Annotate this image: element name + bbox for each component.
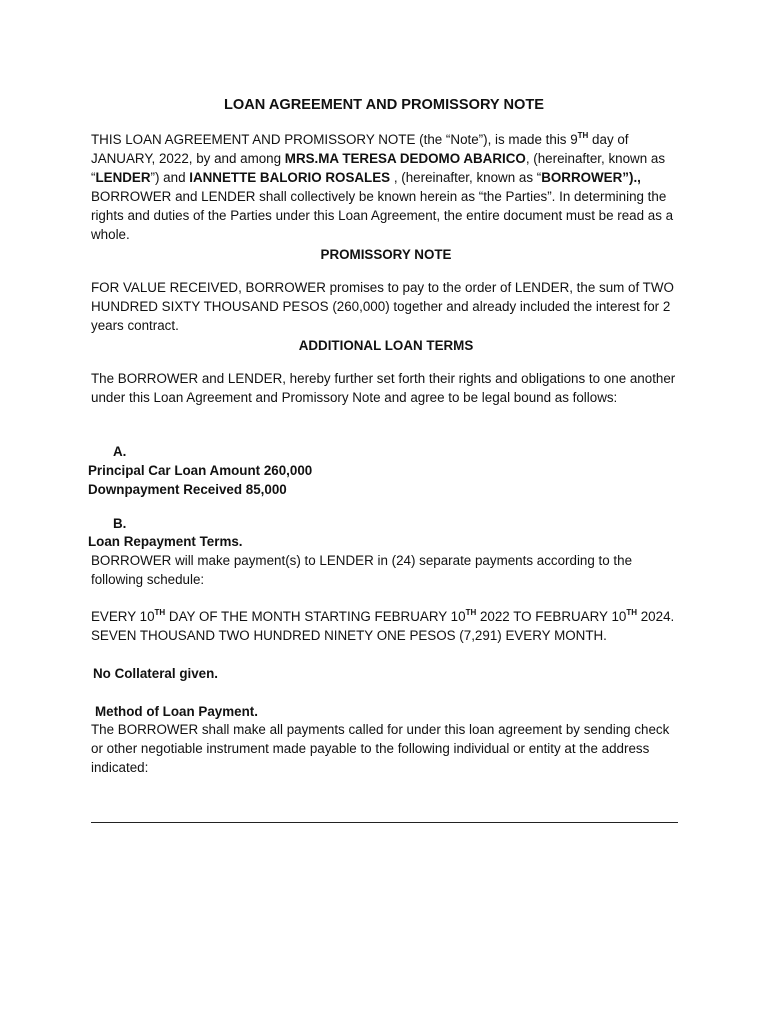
collateral-note: No Collateral given. [93, 666, 219, 681]
lender-name: MRS.MA TERESA DEDOMO ABARICO [284, 151, 526, 166]
payment-schedule-line-2: SEVEN THOUSAND TWO HUNDRED NINETY ONE PESOS (7,291) EVERY MONTH. [91, 628, 607, 643]
intro-text-7: BORROWER and LENDER shall collectively be known herein as “the Parties”. In determining the rights and duties of the Parties under this Loan Agreement, the entire document must be read as a whole. [91, 189, 674, 242]
downpayment-amount: Downpayment Received 85,000 [88, 482, 287, 497]
signature-line [91, 822, 678, 823]
intro-text-5: , (hereinafter, known as “ [390, 170, 542, 185]
promissory-note-paragraph: FOR VALUE RECEIVED, BORROWER promises to pay to the order of LENDER, the sum of TWO HUNDRED SIXTY THOUSAND PESOS (260,000) together and already included the interest for 2 years contract. [91, 280, 674, 333]
promissory-note-heading: PROMISSORY NOTE [320, 247, 452, 262]
payment-method-heading: Method of Loan Payment. [95, 704, 258, 719]
ordinal-suffix: TH [154, 608, 166, 617]
schedule-text-4: 2024. [637, 609, 675, 624]
intro-text-2: day of JANUARY, 2022, by and among [91, 132, 629, 166]
lender-label: LENDER [95, 170, 151, 185]
section-b-label: B. [113, 516, 127, 531]
payment-method-paragraph: The BORROWER shall make all payments called for under this loan agreement by sending check or other negotiable instrument made payable to the following individual or entity at the address indicated: [91, 722, 670, 775]
section-a-label: A. [113, 444, 127, 459]
ordinal-suffix: TH [626, 608, 638, 617]
repayment-terms-heading: Loan Repayment Terms. [88, 534, 243, 549]
schedule-text-3: 2022 TO FEBRUARY 10 [476, 609, 627, 624]
schedule-text-1: EVERY 10 [91, 609, 155, 624]
additional-terms-paragraph: The BORROWER and LENDER, hereby further set forth their rights and obligations to one another under this Loan Agreement and Promissory Note and agree to be legal bound as follows: [91, 371, 676, 405]
document-title: LOAN AGREEMENT AND PROMISSORY NOTE [224, 97, 544, 113]
ordinal-suffix: TH [465, 608, 477, 617]
intro-text-3: , (hereinafter, known as “ [91, 151, 666, 185]
schedule-text-2: DAY OF THE MONTH STARTING FEBRUARY 10 [165, 609, 466, 624]
repayment-terms-paragraph: BORROWER will make payment(s) to LENDER in (24) separate payments according to the following schedule: [91, 553, 633, 587]
additional-terms-heading: ADDITIONAL LOAN TERMS [298, 338, 474, 353]
intro-text-6: ”)., [622, 170, 641, 185]
principal-amount: Principal Car Loan Amount 260,000 [88, 463, 313, 478]
borrower-label: BORROWER [541, 170, 623, 185]
borrower-name: IANNETTE BALORIO ROSALES [189, 170, 391, 185]
intro-text-1: THIS LOAN AGREEMENT AND PROMISSORY NOTE (the “Note”), is made this 9 [91, 132, 578, 147]
intro-paragraph [91, 130, 681, 244]
ordinal-suffix: TH [577, 131, 589, 140]
payment-schedule-line-1 [91, 607, 681, 626]
intro-text-4: ”) and [150, 170, 190, 185]
